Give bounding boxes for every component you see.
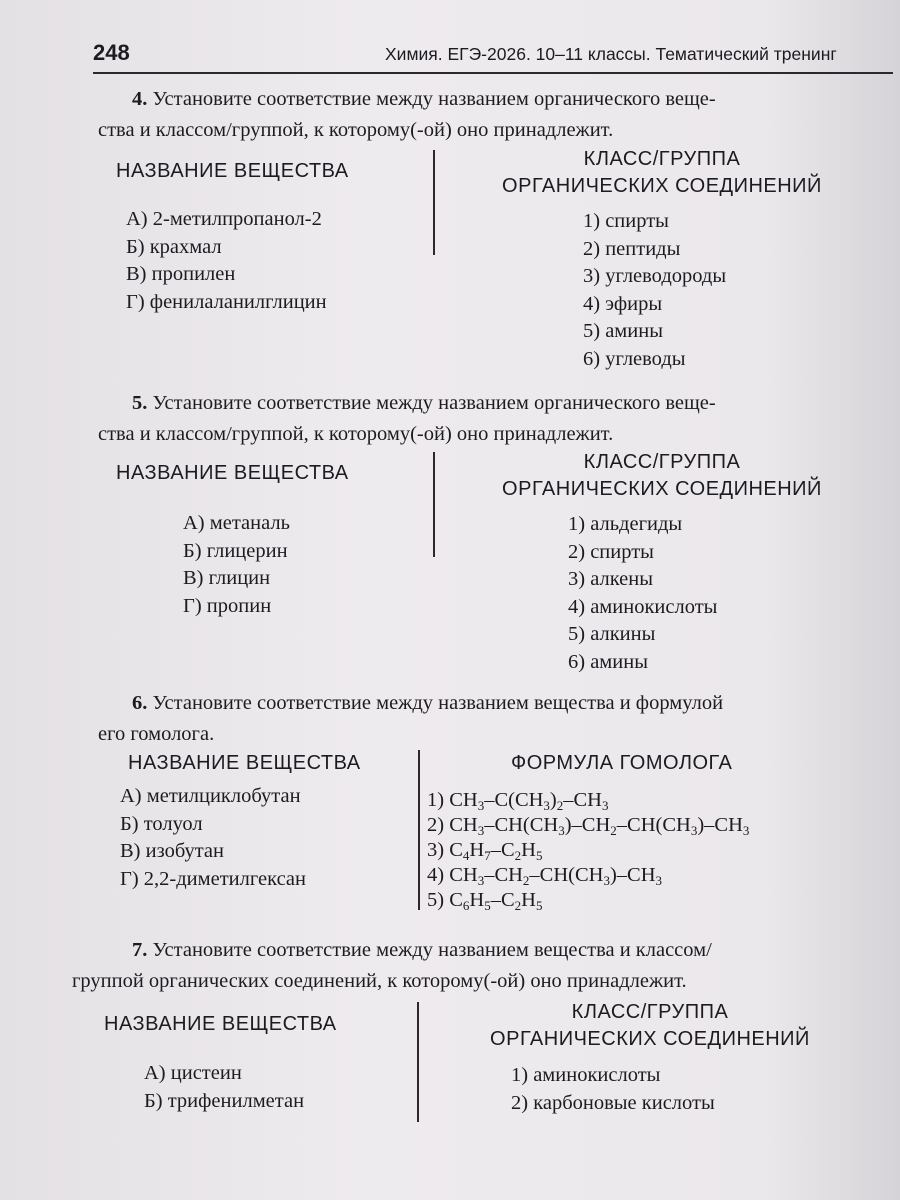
list-item: А) цистеин [144,1062,242,1084]
task-5-classes [568,511,717,676]
task-5-divider [433,452,435,557]
task-4-number: 4. [132,88,148,110]
task-6-right-heading: ФОРМУЛА ГОМОЛОГА [511,752,733,774]
task-6-number: 6. [132,692,148,714]
list-item: В) изобутан [120,840,225,862]
task-4-right-heading [452,148,872,198]
formula-item: 5) $C_6H_5-C_2H_5$ [427,889,543,913]
list-item: Г) 2,2-диметилгексан [120,867,306,890]
list-item: 6) углеводы [583,347,686,370]
task-4-substances [126,206,327,316]
list-item: Б) глицерин [183,539,288,562]
task-5-right-heading-line1: КЛАСС/ГРУППА [583,451,741,473]
task-6-substances [120,783,306,893]
task-7-line2: группой органических соединений, к которому(-ой) оно принадлежит. [72,970,687,992]
list-item: В) пропилен [126,263,236,285]
task-5-right-heading-line2: ОРГАНИЧЕСКИХ СОЕДИНЕНИЙ [502,478,822,500]
task-5-statement [98,388,888,450]
task-7-substances [144,1060,304,1115]
task-4-right-heading-line2: ОРГАНИЧЕСКИХ СОЕДИНЕНИЙ [502,175,822,197]
task-5-right-heading [452,451,872,501]
task-6-left-heading: НАЗВАНИЕ ВЕЩЕСТВА [128,752,361,774]
task-6-divider [418,750,420,910]
list-item: В) глицин [183,567,271,589]
list-item: А) 2-метилпропанол-2 [126,208,322,230]
task-7-line1: Установите соответствие между названием вещества и классом/ [152,939,712,961]
task-5-substances [183,510,290,620]
task-4-divider [433,150,435,255]
task-4-left-heading: НАЗВАНИЕ ВЕЩЕСТВА [116,160,349,182]
task-7-statement [72,935,888,997]
list-item: 5) амины [583,320,663,342]
page-header [93,38,893,74]
list-item: 3) углеводороды [583,265,727,287]
page-number: 248 [93,40,130,65]
task-7-number: 7. [132,939,148,961]
list-item: Г) фенилаланилглицин [126,290,327,313]
task-5-line2: ства и классом/группой, к которому(-ой) оно принадлежит. [98,423,614,445]
task-4-statement [98,84,888,146]
task-4-right-heading-line1: КЛАСС/ГРУППА [583,148,741,170]
task-4-line1: Установите соответствие между названием органического веще- [152,88,716,110]
list-item: 3) алкены [568,568,654,590]
list-item: 5) алкины [568,623,656,645]
list-item: А) метаналь [183,512,290,534]
task-7-classes [511,1062,715,1117]
task-4-line2: ства и классом/группой, к которому(-ой) оно принадлежит. [98,119,614,141]
task-5-left-heading: НАЗВАНИЕ ВЕЩЕСТВА [116,462,349,484]
list-item: Г) пропин [183,594,272,617]
list-item: 4) эфиры [583,292,663,315]
task-6-line1: Установите соответствие между названием вещества и формулой [152,692,724,714]
list-item: Б) трифенилметан [144,1089,305,1112]
list-item: 1) спирты [583,210,669,232]
task-7-left-heading: НАЗВАНИЕ ВЕЩЕСТВА [104,1013,337,1035]
list-item: 1) аминокислоты [511,1064,661,1086]
running-title: Химия. ЕГЭ-2026. 10–11 классы. Тематический тренинг [385,44,837,64]
list-item: 1) альдегиды [568,513,683,535]
task-6-statement [98,688,888,750]
list-item: 4) аминокислоты [568,595,718,618]
task-7-divider [417,1002,419,1122]
list-item: Б) толуол [120,812,203,835]
task-6-formulas [427,788,749,913]
formula-item: 4) $CH_3-CH_2-CH(CH_3)-CH_3$ [427,864,663,888]
list-item: Б) крахмал [126,235,222,258]
list-item: 6) амины [568,650,648,673]
list-item: 2) пептиды [583,237,681,260]
task-7-right-heading [440,1001,860,1051]
task-7-right-heading-line2: ОРГАНИЧЕСКИХ СОЕДИНЕНИЙ [490,1028,810,1050]
task-5-line1: Установите соответствие между названием органического веще- [152,392,716,414]
list-item: 2) карбоновые кислоты [511,1091,715,1114]
task-4-classes [583,208,726,373]
task-5-number: 5. [132,392,148,414]
list-item: 2) спирты [568,540,654,563]
task-6-line2: его гомолога. [98,723,215,745]
task-7-right-heading-line1: КЛАСС/ГРУППА [571,1001,729,1023]
list-item: А) метилциклобутан [120,785,301,807]
formula-item: 1) $CH_3-C(CH_3)_2-CH_3$ [427,789,609,813]
formula-item: 3) $C_4H_7-C_2H_5$ [427,839,543,863]
formula-item: 2) $CH_3-CH(CH_3)-CH_2-CH(CH_3)-CH_3$ [427,814,750,838]
